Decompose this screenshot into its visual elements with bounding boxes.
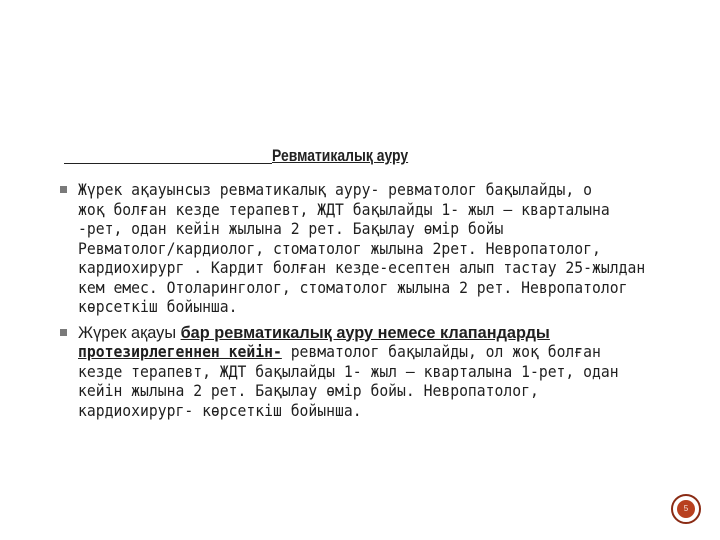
bullet-line: жоқ болған кезде терапевт, ЖДТ бақылайды 1- жыл – кварталына [78,199,610,219]
bullet-line: Ревматолог/кардиолог, стоматолог жылына 2рет. Невропатолог, [78,238,601,258]
slide-content [60,180,720,426]
bullet-lead-text: Жүрек ақауы [78,322,181,342]
bullet-square-icon [60,329,67,336]
page-number: 5 [677,500,695,518]
bullet-line [78,323,720,343]
bullet-line: кардиохирург- көрсеткіш бойынша. [78,400,362,420]
bullet-strong-text: протезирлегеннен кейін- [78,342,282,361]
bullet-line [78,342,705,362]
bullet-item [60,323,720,421]
bullet-rest-text: ревматолог бақылайды, ол жоқ болған [281,342,601,361]
bullet-line: кардиохирург . Кардит болған кезде-есептен алып тастау 25-жылдан [78,258,646,277]
bullet-square-icon [60,186,67,193]
bullet-item [60,180,720,317]
bullet-line: кейін жылына 2 рет. Бақылау өмір бойы. Невропатолог, [78,381,539,400]
bullet-line: Жүрек ақауынсыз ревматикалық ауру- ревматолог бақылайды, о [78,180,593,199]
bullet-strong-text: бар ревматикалық ауру немесе клапандарды [180,322,550,342]
bullet-line: көрсеткіш бойынша. [78,297,238,316]
page-number-badge [671,494,701,524]
bullet-line: -рет, одан кейін жылына 2 рет. Бақылау өмір бойы [78,219,504,238]
bullet-line: кем емес. Отоларинголог, стоматолог жылына 2 рет. Невропатолог [78,277,628,297]
title-rule [64,163,272,164]
slide-title: Ревматикалық ауру [272,146,409,165]
bullet-line: кезде терапевт, ЖДТ бақылайды 1- жыл – кварталына 1-рет, одан [78,361,619,381]
